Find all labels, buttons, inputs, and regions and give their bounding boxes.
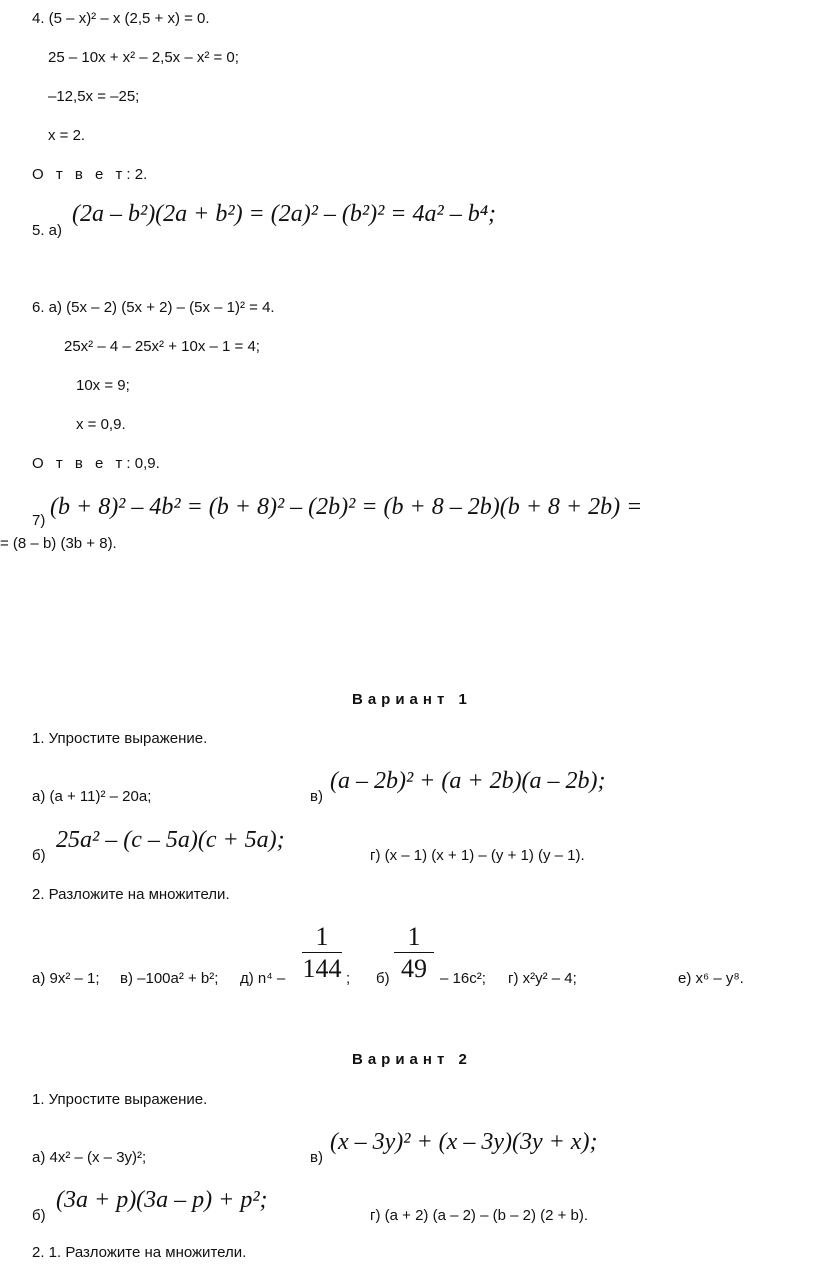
task4-answer xyxy=(32,166,147,184)
variant1-q2-d: д) n⁴ – xyxy=(240,970,286,987)
answer-value: : 0,9. xyxy=(126,455,160,472)
fraction-denominator: 49 xyxy=(401,954,427,983)
fraction-numerator: 1 xyxy=(315,922,329,951)
task6-equation: 6. а) (5x – 2) (5x + 2) – (5x – 1)² = 4. xyxy=(32,299,275,316)
variant1-q2-g: г) x²y² – 4; xyxy=(508,970,577,987)
variant2-q1-b-label: б) xyxy=(32,1207,46,1224)
variant2-q1-a: а) 4x² – (x – 3y)²; xyxy=(32,1149,147,1166)
fraction-denominator: 144 xyxy=(302,954,342,983)
variant2-q1-g: г) (a + 2) (a – 2) – (b – 2) (2 + b). xyxy=(370,1207,589,1224)
answer-label: О т в е т xyxy=(32,166,127,183)
variant1-title: Вариант 1 xyxy=(352,691,472,708)
task7-continuation: = (8 – b) (3b + 8). xyxy=(0,535,117,552)
variant1-q2-v: в) –100a² + b²; xyxy=(120,970,219,987)
variant1-q1-b: 25a² – (c – 5a)(c + 5a); xyxy=(56,827,285,853)
task6-step3: x = 0,9. xyxy=(76,416,126,433)
variant2-q2: 2. 1. Разложите на множители. xyxy=(32,1244,247,1261)
variant2-q1-v-label: в) xyxy=(310,1149,323,1166)
variant2-q1-v: (x – 3y)² + (x – 3y)(3y + x); xyxy=(330,1129,598,1155)
task4-step3: x = 2. xyxy=(48,127,86,144)
task6-step1: 25x² – 4 – 25x² + 10x – 1 = 4; xyxy=(64,338,260,355)
answer-value: : 2. xyxy=(126,166,148,183)
variant1-q2: 2. Разложите на множители. xyxy=(32,886,230,903)
answer-label: О т в е т xyxy=(32,455,127,472)
variant1-q2-b-rest: – 16c²; xyxy=(440,970,486,987)
task4-step2: –12,5x = –25; xyxy=(48,88,140,105)
variant1-q2-separator: ; xyxy=(346,970,351,987)
task7-formula: (b + 8)² – 4b² = (b + 8)² – (2b)² = (b + 8 – 2b)(b + 8 + 2b) = xyxy=(50,494,643,520)
variant1-q1-g: г) (x – 1) (x + 1) – (y + 1) (y – 1). xyxy=(370,847,585,864)
fraction-1-144 xyxy=(296,922,348,985)
task5-label: 5. а) xyxy=(32,222,63,239)
variant1-q2-b-label: б) xyxy=(376,970,390,987)
task5-formula: (2a – b²)(2a + b²) = (2a)² – (b²)² = 4a² – b⁴; xyxy=(72,201,497,227)
fraction-numerator: 1 xyxy=(407,922,421,951)
task4-equation: 4. (5 – x)² – x (2,5 + x) = 0. xyxy=(32,10,210,27)
variant1-q2-e: е) x⁶ – y⁸. xyxy=(678,970,744,987)
task6-step2: 10x = 9; xyxy=(76,377,130,394)
task4-step1: 25 – 10x + x² – 2,5x – x² = 0; xyxy=(48,49,239,66)
variant2-q1-b: (3a + p)(3a – p) + p²; xyxy=(56,1187,268,1213)
variant1-q1-v-label: в) xyxy=(310,788,323,805)
task7-label: 7) xyxy=(32,512,46,529)
variant1-q1-v: (a – 2b)² + (a + 2b)(a – 2b); xyxy=(330,768,606,794)
task6-answer xyxy=(32,455,160,473)
variant1-q1: 1. Упростите выражение. xyxy=(32,730,208,747)
variant1-q2-a: а) 9x² – 1; xyxy=(32,970,100,987)
variant2-title: Вариант 2 xyxy=(352,1051,472,1068)
variant1-q1-b-label: б) xyxy=(32,847,46,864)
variant2-q1: 1. Упростите выражение. xyxy=(32,1091,208,1108)
fraction-1-49 xyxy=(388,922,440,985)
variant1-q1-a: а) (a + 11)² – 20a; xyxy=(32,788,152,805)
